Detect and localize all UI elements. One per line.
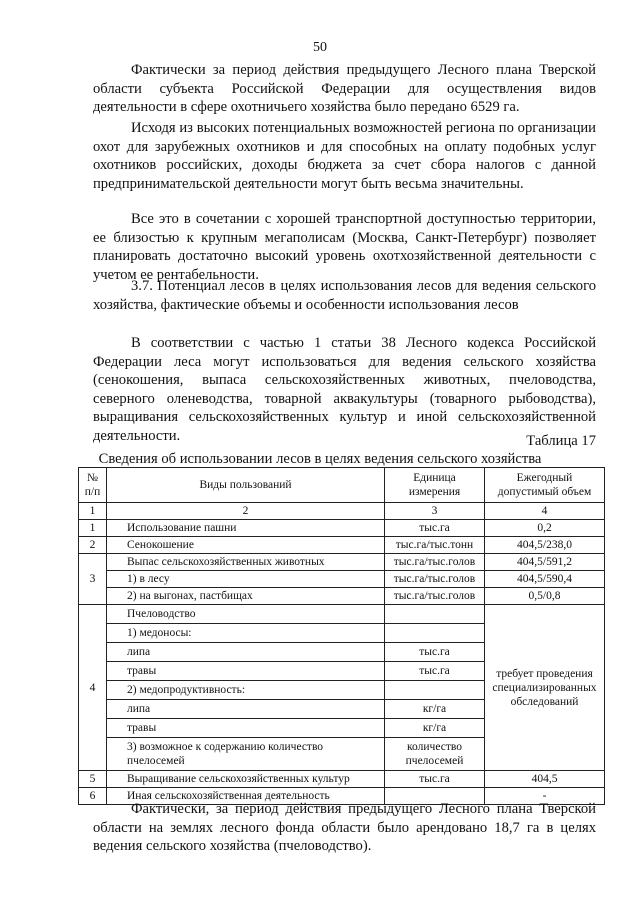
table-caption: Сведения об использовании лесов в целях ведения сельского хозяйства (98, 451, 542, 467)
row-unit: тыс.га (385, 643, 485, 662)
paragraph-beekeeping-lease: Фактически, за период действия предыдущего Лесного плана Тверской области на землях лесного фонда области было арендовано 18,7 га в целях ведения сельского хозяйства (пчеловодство). (93, 801, 596, 855)
row-kind: 1) медоносы: (107, 624, 385, 643)
header-volume: Ежегодный допустимый объем (485, 468, 605, 503)
row-kind: травы (107, 719, 385, 738)
header-num: № п/п (79, 468, 107, 503)
table-header-row (79, 468, 605, 503)
header-unit: Единица измерения (385, 468, 485, 503)
row-unit (385, 624, 485, 643)
row-kind: Иная сельскохозяйственная деятельность (107, 788, 385, 805)
row-unit: тыс.га (385, 771, 485, 788)
col-number-1: 1 (79, 503, 107, 520)
row-unit: тыс.га/тыс.голов (385, 588, 485, 605)
row-unit: количество пчелосемей (385, 738, 485, 771)
row-volume: 404,5/238,0 (485, 537, 605, 554)
table-number-label: Таблица 17 (526, 433, 596, 449)
row-kind: 1) в лесу (107, 571, 385, 588)
header-kind: Виды пользований (107, 468, 385, 503)
row-kind: Пчеловодство (107, 605, 385, 624)
row-volume: 404,5 (485, 771, 605, 788)
row-kind: липа (107, 700, 385, 719)
page-number: 50 (313, 40, 327, 55)
row-kind: 3) возможное к содержанию количество пчелосемей (107, 738, 385, 771)
row-volume: 404,5/591,2 (485, 554, 605, 571)
row-unit: тыс.га (385, 520, 485, 537)
row-num: 5 (79, 771, 107, 788)
row-unit: кг/га (385, 700, 485, 719)
row-volume: 404,5/590,4 (485, 571, 605, 588)
col-number-4: 4 (485, 503, 605, 520)
table-row (79, 554, 605, 571)
table-row (79, 571, 605, 588)
row-kind: 2) медопродуктивность: (107, 681, 385, 700)
row-num: 1 (79, 520, 107, 537)
row-unit (385, 605, 485, 624)
row-kind: травы (107, 662, 385, 681)
row-num: 3 (79, 554, 107, 605)
row-kind: Выпас сельскохозяйственных животных (107, 554, 385, 571)
row-kind: 2) на выгонах, пастбищах (107, 588, 385, 605)
table-row (79, 520, 605, 537)
row-kind: Использование пашни (107, 520, 385, 537)
table-row (79, 605, 605, 624)
row-volume: 0,5/0,8 (485, 588, 605, 605)
table-row (79, 588, 605, 605)
row-kind: Сенокошение (107, 537, 385, 554)
row-unit: тыс.га/тыс.голов (385, 554, 485, 571)
paragraph-hunting-accessibility: Все это в сочетании с хорошей транспортной доступностью территории, ее близостью к крупным мегаполисам (Москва, Санкт-Петербург) позволяет планировать достаточно высокий уровень охотхозяйственной деятельности с учетом ее рентабельности. (93, 211, 596, 283)
col-number-3: 3 (385, 503, 485, 520)
table-row (79, 771, 605, 788)
agriculture-use-table (78, 467, 605, 805)
row-num: 2 (79, 537, 107, 554)
paragraph-hunting-area: Фактически за период действия предыдущего Лесного плана Тверской области субъекта Российской Федерации для осуществления видов деятельности в сфере охотничьего хозяйства было передано 6529 га. (93, 62, 596, 116)
row-kind: липа (107, 643, 385, 662)
row-volume: - (485, 788, 605, 805)
column-number-row (79, 503, 605, 520)
row-unit: тыс.га (385, 662, 485, 681)
section-heading-3-7: 3.7. Потенциал лесов в целях использования лесов для ведения сельского хозяйства, фактические объемы и особенности использования лесов (93, 278, 596, 313)
row-unit: тыс.га/тыс.тонн (385, 537, 485, 554)
row-num: 4 (79, 605, 107, 771)
paragraph-forest-code: В соответствии с частью 1 статьи 38 Лесного кодекса Российской Федерации леса могут использоваться для ведения сельского хозяйства (сенокошения, выпаса сельскохозяйственных животных, пчеловодства, северного оленеводства, товарной аквакультуры (товарного рыбоводства), выращивания сельскохозяйственных культур и иной сельскохозяйственной деятельности. (93, 335, 596, 444)
row-num: 6 (79, 788, 107, 805)
row-kind: Выращивание сельскохозяйственных культур (107, 771, 385, 788)
paragraph-hunting-revenue: Исходя из высоких потенциальных возможностей региона по организации охот для зарубежных охотников и для способных на оплату подобных услуг охотников российских, доходы бюджета за счет сбора налогов с данной предпринимательской деятельности могут быть весьма значительны. (93, 120, 596, 192)
col-number-2: 2 (107, 503, 385, 520)
row-volume: требует проведения специализированных обследований (485, 605, 605, 771)
row-unit: кг/га (385, 719, 485, 738)
row-unit: тыс.га/тыс.голов (385, 571, 485, 588)
table-row (79, 537, 605, 554)
row-volume: 0,2 (485, 520, 605, 537)
row-unit (385, 681, 485, 700)
